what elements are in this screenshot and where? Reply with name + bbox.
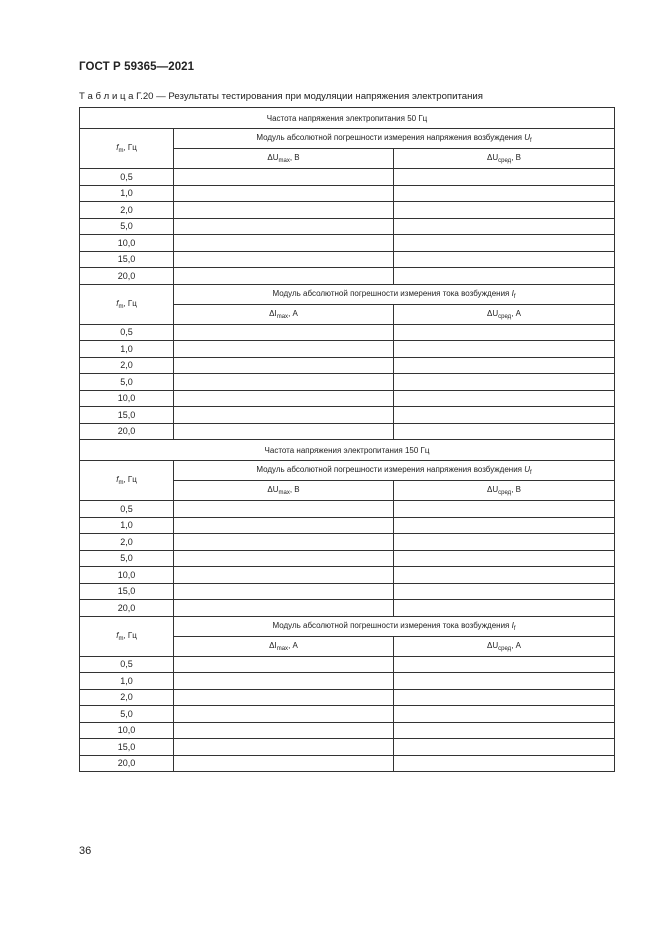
avg-value-cell: [394, 550, 615, 567]
frequency-cell: 2,0: [80, 202, 174, 219]
max-value-cell: [174, 169, 394, 186]
current-modulus-symbol: I: [511, 620, 514, 630]
frequency-cell: 10,0: [80, 567, 174, 584]
avg-value-cell: [394, 673, 615, 690]
voltage-modulus-text: Модуль абсолютной погрешности измерения напряжения возбуждения: [256, 133, 525, 142]
table-row: [80, 202, 615, 219]
voltage-avg-subscript: сред: [498, 490, 512, 496]
avg-value-cell: [394, 739, 615, 756]
freq-subscript: m: [118, 480, 124, 486]
freq-unit: , Гц: [123, 630, 137, 640]
frequency-column-header: [80, 461, 174, 501]
avg-value-cell: [394, 357, 615, 374]
max-value-cell: [174, 706, 394, 723]
current-max-unit: , А: [288, 640, 298, 650]
table-row: [80, 390, 615, 407]
frequency-cell: 1,0: [80, 341, 174, 358]
avg-value-cell: [394, 755, 615, 772]
avg-value-cell: [394, 534, 615, 551]
frequency-cell: 10,0: [80, 235, 174, 252]
current-header-row: [80, 284, 615, 304]
table-row: [80, 550, 615, 567]
table-row: [80, 423, 615, 440]
max-value-cell: [174, 550, 394, 567]
voltage-avg-subscript: сред: [498, 158, 512, 164]
frequency-cell: 15,0: [80, 739, 174, 756]
avg-value-cell: [394, 324, 615, 341]
frequency-cell: 20,0: [80, 268, 174, 285]
current-modulus-text: Модуль абсолютной погрешности измерения тока возбуждения: [272, 288, 512, 298]
section-title: Частота напряжения электропитания 50 Гц: [80, 108, 615, 129]
frequency-cell: 20,0: [80, 755, 174, 772]
voltage-avg-header: [394, 149, 615, 169]
freq-subscript: m: [118, 148, 124, 154]
table-row: [80, 534, 615, 551]
avg-value-cell: [394, 567, 615, 584]
max-value-cell: [174, 357, 394, 374]
max-value-cell: [174, 689, 394, 706]
max-value-cell: [174, 251, 394, 268]
voltage-modulus-header: [174, 461, 615, 481]
document-header: ГОСТ Р 59365—2021: [79, 61, 195, 73]
table-row: [80, 656, 615, 673]
freq-symbol: f: [116, 475, 119, 484]
voltage-avg-unit: , В: [511, 153, 521, 162]
avg-value-cell: [394, 600, 615, 617]
table-row: [80, 755, 615, 772]
frequency-cell: 5,0: [80, 218, 174, 235]
table-row: [80, 251, 615, 268]
avg-value-cell: [394, 251, 615, 268]
table-row: [80, 374, 615, 391]
max-value-cell: [174, 341, 394, 358]
voltage-modulus-text: Модуль абсолютной погрешности измерения напряжения возбуждения: [256, 465, 525, 474]
avg-value-cell: [394, 423, 615, 440]
frequency-cell: 5,0: [80, 706, 174, 723]
table-row: [80, 357, 615, 374]
avg-value-cell: [394, 390, 615, 407]
frequency-cell: 20,0: [80, 600, 174, 617]
table-row: [80, 218, 615, 235]
current-header-row: [80, 616, 615, 636]
current-avg-prefix: ΔU: [487, 640, 499, 650]
table-row: [80, 501, 615, 518]
avg-value-cell: [394, 268, 615, 285]
table-row: [80, 722, 615, 739]
current-max-prefix: ΔI: [269, 308, 277, 318]
voltage-modulus-subscript: f: [530, 470, 532, 476]
current-max-subscript: max: [276, 313, 289, 320]
frequency-cell: 15,0: [80, 251, 174, 268]
current-avg-prefix: ΔU: [487, 308, 499, 318]
max-value-cell: [174, 268, 394, 285]
current-avg-subscript: сред: [498, 645, 512, 652]
section-title-row: [80, 440, 615, 461]
freq-unit: , Гц: [123, 475, 137, 484]
voltage-max-unit: , В: [289, 485, 300, 494]
voltage-avg-prefix: ΔU: [487, 485, 499, 494]
voltage-modulus-subscript: f: [530, 138, 532, 144]
avg-value-cell: [394, 218, 615, 235]
avg-value-cell: [394, 374, 615, 391]
table-row: [80, 600, 615, 617]
current-avg-subscript: сред: [498, 313, 512, 320]
avg-value-cell: [394, 689, 615, 706]
frequency-column-header: [80, 616, 174, 656]
avg-value-cell: [394, 235, 615, 252]
table-row: [80, 583, 615, 600]
freq-subscript: m: [118, 303, 124, 310]
frequency-cell: 0,5: [80, 324, 174, 341]
current-modulus-header: [174, 284, 615, 304]
page-number: 36: [79, 845, 92, 857]
frequency-cell: 2,0: [80, 689, 174, 706]
max-value-cell: [174, 374, 394, 391]
max-value-cell: [174, 390, 394, 407]
current-modulus-subscript: f: [513, 625, 516, 632]
avg-value-cell: [394, 583, 615, 600]
voltage-max-unit: , В: [289, 153, 300, 162]
section-title: Частота напряжения электропитания 150 Гц: [80, 440, 615, 461]
table-row: [80, 324, 615, 341]
table-row: [80, 567, 615, 584]
avg-value-cell: [394, 341, 615, 358]
frequency-cell: 1,0: [80, 673, 174, 690]
voltage-max-subscript: max: [278, 490, 290, 496]
freq-symbol: f: [116, 298, 119, 308]
table-row: [80, 235, 615, 252]
voltage-header-row: [80, 461, 615, 481]
voltage-modulus-symbol: U: [524, 465, 530, 474]
current-max-prefix: ΔI: [269, 640, 277, 650]
current-avg-unit: , А: [511, 308, 521, 318]
frequency-cell: 0,5: [80, 169, 174, 186]
frequency-cell: 0,5: [80, 656, 174, 673]
max-value-cell: [174, 324, 394, 341]
max-value-cell: [174, 218, 394, 235]
voltage-modulus-symbol: U: [524, 133, 530, 142]
max-value-cell: [174, 423, 394, 440]
frequency-cell: 1,0: [80, 517, 174, 534]
avg-value-cell: [394, 501, 615, 518]
freq-unit: , Гц: [123, 298, 137, 308]
avg-value-cell: [394, 185, 615, 202]
table-row: [80, 341, 615, 358]
avg-value-cell: [394, 169, 615, 186]
max-value-cell: [174, 517, 394, 534]
table-row: [80, 185, 615, 202]
frequency-cell: 2,0: [80, 357, 174, 374]
max-value-cell: [174, 583, 394, 600]
voltage-max-header: [174, 149, 394, 169]
table-row: [80, 169, 615, 186]
current-avg-unit: , А: [511, 640, 521, 650]
current-max-subscript: max: [276, 645, 289, 652]
frequency-cell: 5,0: [80, 550, 174, 567]
max-value-cell: [174, 656, 394, 673]
frequency-cell: 20,0: [80, 423, 174, 440]
voltage-avg-prefix: ΔU: [487, 153, 499, 162]
max-value-cell: [174, 185, 394, 202]
frequency-cell: 10,0: [80, 722, 174, 739]
avg-value-cell: [394, 722, 615, 739]
voltage-modulus-header: [174, 129, 615, 149]
frequency-column-header: [80, 284, 174, 324]
table-row: [80, 517, 615, 534]
frequency-cell: 15,0: [80, 583, 174, 600]
current-modulus-text: Модуль абсолютной погрешности измерения тока возбуждения: [272, 620, 512, 630]
table-row: [80, 706, 615, 723]
voltage-max-prefix: ΔU: [267, 485, 279, 494]
frequency-cell: 5,0: [80, 374, 174, 391]
frequency-column-header: [80, 129, 174, 169]
voltage-max-prefix: ΔU: [267, 153, 279, 162]
current-avg-header: [394, 304, 615, 324]
frequency-cell: 10,0: [80, 390, 174, 407]
current-modulus-header: [174, 616, 615, 636]
avg-value-cell: [394, 517, 615, 534]
frequency-cell: 0,5: [80, 501, 174, 518]
results-table: [79, 107, 615, 772]
current-avg-header: [394, 636, 615, 656]
table-row: [80, 689, 615, 706]
frequency-cell: 15,0: [80, 407, 174, 424]
table-row: [80, 268, 615, 285]
avg-value-cell: [394, 202, 615, 219]
table-row: [80, 407, 615, 424]
voltage-max-header: [174, 481, 394, 501]
frequency-cell: 1,0: [80, 185, 174, 202]
freq-subscript: m: [118, 635, 124, 642]
max-value-cell: [174, 407, 394, 424]
freq-symbol: f: [116, 630, 119, 640]
max-value-cell: [174, 235, 394, 252]
max-value-cell: [174, 202, 394, 219]
avg-value-cell: [394, 706, 615, 723]
current-max-header: [174, 636, 394, 656]
max-value-cell: [174, 600, 394, 617]
frequency-cell: 2,0: [80, 534, 174, 551]
max-value-cell: [174, 534, 394, 551]
max-value-cell: [174, 673, 394, 690]
current-max-header: [174, 304, 394, 324]
current-max-unit: , А: [288, 308, 298, 318]
max-value-cell: [174, 501, 394, 518]
table-caption: Т а б л и ц а Г.20 — Результаты тестирования при модуляции напряжения электропитания: [79, 91, 483, 102]
voltage-avg-unit: , В: [511, 485, 521, 494]
section-title-row: [80, 108, 615, 129]
avg-value-cell: [394, 407, 615, 424]
freq-unit: , Гц: [123, 143, 137, 152]
max-value-cell: [174, 567, 394, 584]
freq-symbol: f: [116, 143, 119, 152]
current-modulus-symbol: I: [511, 288, 514, 298]
table-row: [80, 673, 615, 690]
max-value-cell: [174, 722, 394, 739]
current-modulus-subscript: f: [513, 293, 516, 300]
max-value-cell: [174, 739, 394, 756]
voltage-avg-header: [394, 481, 615, 501]
voltage-header-row: [80, 129, 615, 149]
avg-value-cell: [394, 656, 615, 673]
voltage-max-subscript: max: [278, 158, 290, 164]
max-value-cell: [174, 755, 394, 772]
table-row: [80, 739, 615, 756]
